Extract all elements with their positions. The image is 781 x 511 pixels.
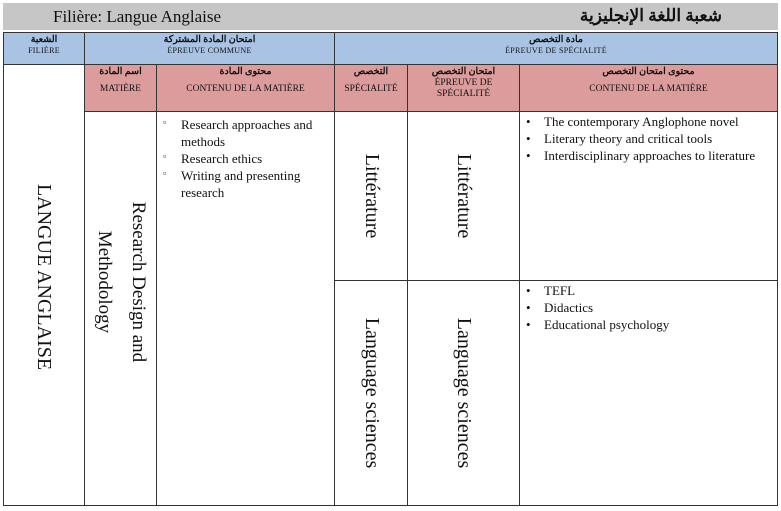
bullet-icon: • (526, 316, 531, 332)
header-contenu-commune-fr: CONTENU DE LA MATIÈRE (186, 83, 305, 94)
list-item (520, 131, 771, 148)
filiere-cell (3, 64, 85, 506)
matiere-line1: Research Design and (128, 201, 149, 363)
specialite-cell-language-sciences (334, 280, 408, 506)
bullet-icon: • (526, 114, 531, 129)
square-bullet-icon: ▫ (163, 117, 167, 127)
specialite-content-cell-literature (519, 111, 778, 281)
header-filiere-fr: FILIÈRE (28, 45, 60, 55)
header-specialite (334, 64, 408, 112)
matiere-line2: Methodology (94, 230, 115, 334)
header-matiere-ar: اسم المادة (99, 67, 142, 77)
literature-content-list (520, 114, 771, 165)
header-specialite-fr: SPÉCIALITÉ (344, 83, 398, 94)
list-item-text: Writing and presenting research (181, 167, 301, 200)
epreuve-literature: Littérature (453, 153, 475, 239)
header-contenu-commune-ar: محتوى المادة (219, 67, 272, 77)
header-epreuve-de-specialite (407, 64, 520, 112)
filiere-label: LANGUE ANGLAISE (33, 183, 55, 371)
header-epreuve-de-specialite-ar: امتحان التخصص (431, 67, 496, 77)
specialite-content-cell-language-sciences (519, 280, 778, 506)
bullet-icon: • (526, 147, 531, 163)
matiere-cell (84, 111, 157, 506)
header-specialite-ar: التخصص (353, 67, 389, 77)
commune-content-cell (156, 111, 335, 506)
header-contenu-specialite (519, 64, 778, 112)
header-filiere (3, 32, 85, 65)
list-item (520, 114, 771, 131)
header-epreuve-specialite (334, 32, 778, 65)
epreuve-cell-literature (407, 111, 520, 281)
specialite-cell-literature (334, 111, 408, 281)
header-epreuve-commune-ar: امتحان المادة المشتركة (163, 35, 256, 45)
commune-content-list (157, 117, 334, 201)
list-item (157, 117, 334, 151)
list-item (520, 283, 777, 300)
square-bullet-icon: ▫ (163, 167, 167, 178)
header-matiere (84, 64, 157, 112)
specialite-language-sciences: Language sciences (361, 317, 383, 469)
exam-table (3, 32, 778, 506)
matiere-label (87, 167, 155, 397)
list-item-text: Educational psychology (544, 316, 670, 332)
epreuve-cell-language-sciences (407, 280, 520, 506)
list-item (520, 317, 777, 334)
header-matiere-fr: MATIÈRE (99, 83, 142, 94)
header-epreuve-commune (84, 32, 335, 65)
epreuve-language-sciences: Language sciences (453, 317, 475, 469)
header-epreuve-de-specialite-fr2: SPÉCIALITÉ (436, 88, 491, 99)
title-banner (3, 3, 778, 30)
header-epreuve-specialite-ar: مادة التخصص (529, 35, 583, 45)
list-item-text: Literary theory and critical tools (544, 130, 713, 146)
list-item-text: TEFL (544, 283, 576, 298)
bullet-icon: • (526, 130, 531, 146)
header-epreuve-specialite-fr: ÉPREUVE DE SPÉCIALITÉ (505, 45, 607, 55)
filiere-title-ar: شعبة اللغة الإنجليزية (579, 6, 722, 25)
list-item-text: Research approaches and methods (181, 117, 313, 149)
list-item-text: Didactics (544, 299, 594, 315)
list-item-text: Interdisciplinary approaches to literature (544, 147, 756, 163)
list-item-text: Research ethics (181, 150, 263, 166)
filiere-title-fr: Filière: Langue Anglaise (53, 7, 222, 26)
bullet-icon: • (526, 299, 531, 315)
list-item (157, 168, 334, 202)
list-item (157, 151, 334, 168)
square-bullet-icon: ▫ (163, 150, 167, 161)
header-contenu-specialite-fr: CONTENU DE LA MATIÈRE (589, 83, 708, 94)
header-filiere-ar: الشعبة (30, 35, 58, 45)
header-epreuve-commune-fr: ÉPREUVE COMMUNE (167, 45, 252, 55)
header-contenu-commune (156, 64, 335, 112)
list-item (520, 300, 777, 317)
list-item-text: The contemporary Anglophone novel (544, 114, 739, 129)
list-item (520, 148, 771, 165)
specialite-literature: Littérature (361, 153, 383, 239)
header-contenu-specialite-ar: محتوى امتحان التخصص (602, 67, 695, 77)
bullet-icon: • (526, 283, 531, 298)
language-sciences-content-list (520, 283, 777, 334)
header-epreuve-de-specialite-fr1: ÉPREUVE DE (434, 77, 493, 88)
